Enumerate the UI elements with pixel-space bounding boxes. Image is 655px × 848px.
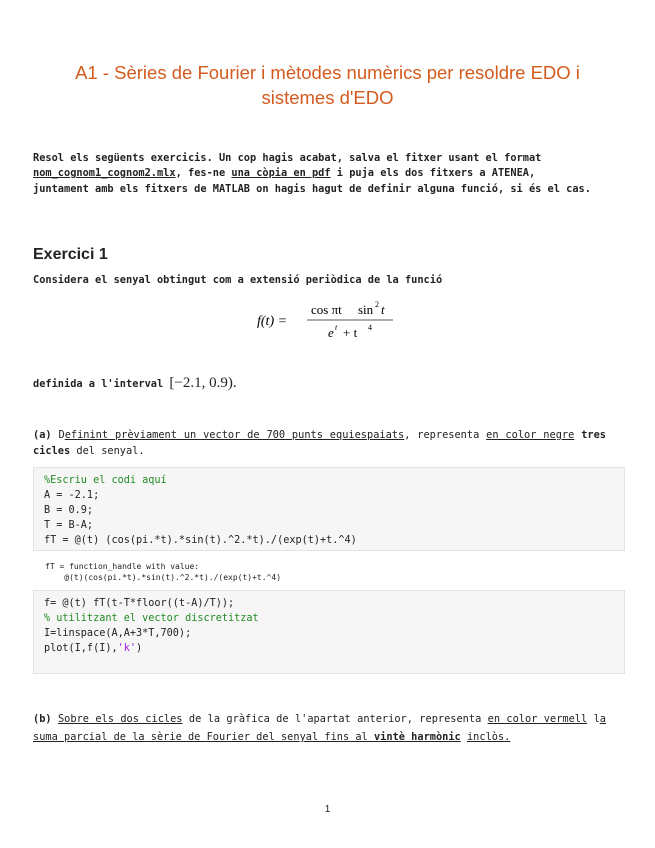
formula-num-2: sin bbox=[358, 302, 374, 317]
code1-line-4: T = B-A; bbox=[44, 520, 94, 531]
code1-line-3: B = 0.9; bbox=[44, 505, 94, 516]
part-b-underlined-2: en color vermell bbox=[487, 713, 588, 725]
document-title: A1 - Sèries de Fourier i mètodes numèrics per resoldre EDO i sistemes d'EDO bbox=[75, 62, 580, 108]
code2-line-4-string: 'k' bbox=[117, 643, 137, 654]
formula-den-2: + t bbox=[343, 325, 358, 340]
code1-line-1: %Escriu el codi aquí bbox=[44, 475, 167, 486]
code2-line-3: I=linspace(A,A+3*T,700); bbox=[44, 628, 192, 639]
part-b-text-1: de la gràfica de l'apartat anterior, representa bbox=[182, 713, 488, 725]
part-b-text bbox=[33, 710, 606, 746]
formula-lhs: f(t) = bbox=[257, 314, 288, 329]
code-output bbox=[45, 561, 281, 583]
part-b-bold-underlined: vintè harmònic bbox=[373, 731, 461, 743]
part-a-text-1: D bbox=[51, 429, 65, 441]
intro-text-1: Resol els següents exercicis. Un cop hagis acabat, salva el fitxer usant el format bbox=[33, 152, 542, 164]
part-a-text-2: , representa bbox=[404, 429, 487, 441]
consider-text: Considera el senyal obtingut com a extensió periòdica de la funció bbox=[33, 274, 443, 286]
part-a-text bbox=[33, 428, 606, 459]
part-a-underlined-2: en color negre bbox=[486, 429, 575, 441]
code-block-2[interactable] bbox=[33, 590, 625, 674]
interval-line bbox=[33, 376, 237, 393]
part-a-label: (a) bbox=[33, 429, 52, 441]
intro-filename: nom_cognom1_cognom2.mlx bbox=[33, 167, 176, 180]
formula-den-1: e bbox=[328, 325, 334, 340]
output-line-1: fT = function_handle with value: bbox=[45, 562, 200, 571]
code2-line-2: % utilitzant el vector discretitzat bbox=[44, 613, 259, 624]
exercise-heading: Exercici 1 bbox=[33, 246, 108, 263]
interval-math: [−2.1, 0.9). bbox=[169, 375, 237, 391]
formula-num-exp: 2 bbox=[375, 300, 379, 309]
formula-den-exp-2: 4 bbox=[368, 323, 372, 332]
formula-num-1: cos πt bbox=[311, 302, 342, 317]
code2-line-4-a: plot(I,f(I), bbox=[44, 643, 118, 654]
formula-num-3: t bbox=[381, 302, 385, 317]
code1-line-5: fT = @(t) (cos(pi.*t).*sin(t).^2.*t)./(exp(t)+t.^4) bbox=[44, 535, 357, 546]
part-a-underlined-1: efinint prèviament un vector de 700 punts equiespaiats bbox=[64, 429, 405, 441]
part-a-text-4: del senyal. bbox=[70, 444, 145, 457]
code2-line-1: f= @(t) fT(t-T*floor((t-A)/T)); bbox=[44, 598, 235, 609]
intro-atenea: ATENEA bbox=[491, 167, 529, 180]
code2-line-4-b: ) bbox=[136, 643, 143, 654]
part-b-underlined-3: a suma parcial de la sèrie de Fourier del senyal fins al bbox=[33, 713, 606, 743]
intro-text-3: i puja els dos fitxers a bbox=[330, 167, 492, 180]
function-formula bbox=[255, 298, 415, 342]
part-a-bold: tres cicles bbox=[33, 429, 607, 457]
code-block-1[interactable] bbox=[33, 467, 625, 551]
part-b-label: (b) bbox=[33, 713, 52, 725]
formula-den-exp-1: t bbox=[335, 323, 338, 332]
intro-copy-pdf: una còpia en pdf bbox=[231, 167, 331, 180]
code1-line-2: A = -2.1; bbox=[44, 490, 100, 501]
code2-line-4 bbox=[44, 641, 614, 656]
part-b-text-2: l bbox=[587, 713, 600, 725]
output-line-2: @(t)(cos(pi.*t).*sin(t).^2.*t)./(exp(t)+t.^4) bbox=[45, 573, 282, 582]
defined-label: definida a l'interval bbox=[33, 378, 164, 390]
part-b-underlined-4: inclòs. bbox=[466, 731, 511, 743]
part-b-underlined-1: Sobre els dos cicles bbox=[57, 713, 183, 725]
intro-paragraph bbox=[33, 151, 593, 197]
intro-text-2: , fes-ne bbox=[175, 167, 232, 180]
intro-text-4: , juntament amb els fitxers de MATLAB on hagis hagut de definir alguna funció, si és el cas. bbox=[33, 167, 591, 195]
page-number: 1 bbox=[324, 804, 331, 815]
